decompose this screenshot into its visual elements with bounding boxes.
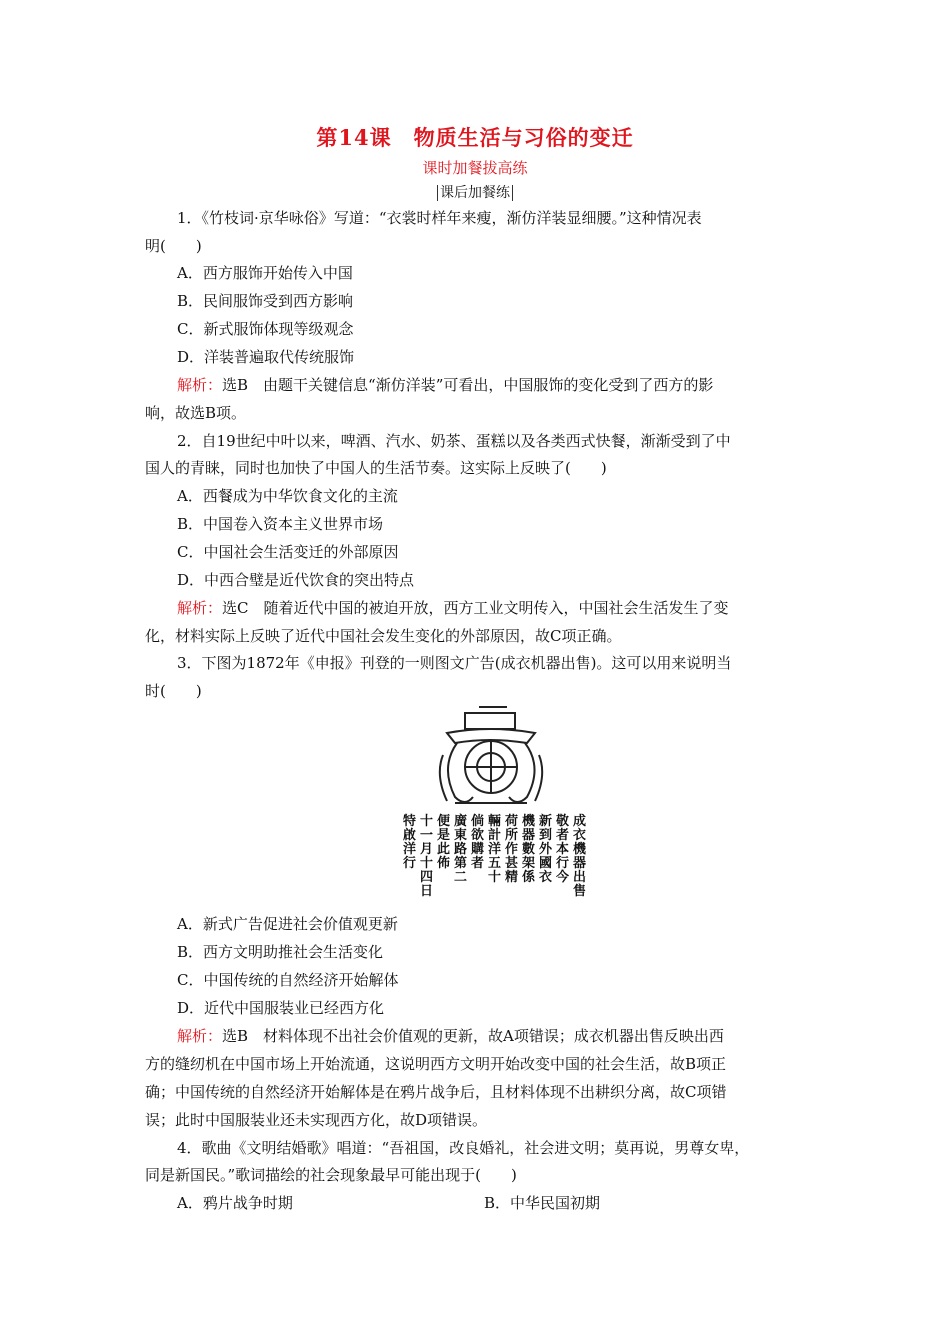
analysis-text: 选B 材料体现不出社会价值观的更新，故A项错误；成衣机器出售反映出西 [222, 1027, 724, 1045]
question-2-analysis-line-2: 化，材料实际上反映了近代中国社会发生变化的外部原因，故C项正确。 [145, 627, 622, 645]
advertisement-column: 輛計洋五十 [487, 814, 501, 885]
advertisement-column: 成衣機器出售 [572, 814, 586, 899]
question-1-option-d: D．洋装普遍取代传统服饰 [177, 348, 355, 366]
section-label-text: 课后加餐练 [440, 185, 510, 201]
advertisement-column: 十一月十四日 [419, 814, 433, 899]
question-3-analysis-line-3: 确；中国传统的自然经济开始解体是在鸦片战争后，且材料体现不出耕织分离，故C项错 [145, 1083, 727, 1101]
page-subtitle: 课时加餐拔高练 [422, 159, 528, 177]
question-4-option-a: A．鸦片战争时期 [177, 1194, 293, 1212]
analysis-label: 解析： [177, 1027, 223, 1045]
question-3-option-a: A．新式广告促进社会价值观更新 [177, 915, 398, 933]
analysis-label: 解析： [177, 376, 223, 394]
question-3-analysis-line-1 [177, 1026, 724, 1046]
advertisement-column: 廣東路第二 [453, 814, 467, 885]
question-1-line-2: 明( ) [145, 237, 202, 255]
question-3-option-c: C．中国传统的自然经济开始解体 [177, 971, 399, 989]
question-1-option-a: A．西方服饰开始传入中国 [177, 264, 353, 282]
advertisement-column: 敬者本行今 [555, 814, 569, 885]
question-1-option-b: B．民间服饰受到西方影响 [177, 292, 354, 310]
page-title: 第14课 物质生活与习俗的变迁 [316, 125, 634, 150]
question-4-option-b: B．中华民国初期 [484, 1194, 601, 1212]
question-2-option-b: B．中国卷入资本主义世界市场 [177, 515, 384, 533]
question-4-line-2: 同是新国民。”歌词描绘的社会现象最早可能出现于( ) [145, 1166, 517, 1184]
question-3-option-d: D．近代中国服装业已经西方化 [177, 999, 385, 1017]
advertisement-column: 機器數架係 [521, 814, 535, 885]
section-bar-left [437, 185, 438, 201]
question-1-line-1: 1．《竹枝词·京华咏俗》写道：“衣裳时样年来瘦，渐仿洋装显细腰。”这种情况表 [177, 209, 702, 227]
question-1-analysis-line-1 [177, 375, 713, 395]
question-1-option-c: C．新式服饰体现等级观念 [177, 320, 354, 338]
question-3-analysis-line-4: 误；此时中国服装业还未实现西方化，故D项错误。 [145, 1111, 488, 1129]
question-2-analysis-line-1 [177, 598, 729, 618]
analysis-text: 选B 由题干关键信息“渐仿洋装”可看出，中国服饰的变化受到了西方的影 [222, 376, 714, 394]
question-3-line-1: 3．下图为1872年《申报》刊登的一则图文广告(成衣机器出售)。这可以用来说明当 [177, 654, 732, 672]
advertisement-column: 特啟洋行 [402, 814, 416, 871]
advertisement-text-columns [398, 815, 588, 900]
question-2-option-c: C．中国社会生活变迁的外部原因 [177, 543, 399, 561]
question-2-line-1: 2．自19世纪中叶以来，啤酒、汽水、奶茶、蛋糕以及各类西式快餐，渐渐受到了中 [177, 432, 731, 450]
advertisement-column: 新到外國衣 [538, 814, 552, 885]
analysis-label: 解析： [177, 599, 223, 617]
advertisement-column: 倘欲購者 [470, 814, 484, 871]
question-3-line-2: 时( ) [145, 682, 202, 700]
question-1-analysis-line-2: 响，故选B项。 [145, 404, 247, 422]
advertisement-column: 荷所作甚精 [504, 814, 518, 885]
section-bar-right [512, 185, 513, 201]
analysis-text: 选C 随着近代中国的被迫开放，西方工业文明传入，中国社会生活发生了变 [222, 599, 729, 617]
question-2-line-2: 国人的青睐，同时也加快了中国人的生活节奏。这实际上反映了( ) [145, 459, 607, 477]
question-2-option-d: D．中西合璧是近代饮食的突出特点 [177, 571, 415, 589]
question-2-option-a: A．西餐成为中华饮食文化的主流 [177, 487, 398, 505]
question-4-line-1: 4．歌曲《文明结婚歌》唱道：“吾祖国，改良婚礼，社会进文明；莫再说，男尊女卑， [177, 1139, 750, 1157]
question-3-option-b: B．西方文明助推社会生活变化 [177, 943, 384, 961]
question-3-analysis-line-2: 方的缝纫机在中国市场上开始流通，这说明西方文明开始改变中国的社会生活，故B项正 [145, 1055, 727, 1073]
advertisement-column: 便是此佈 [436, 814, 450, 871]
machine-head-shape [465, 713, 515, 729]
section-label [0, 182, 950, 202]
